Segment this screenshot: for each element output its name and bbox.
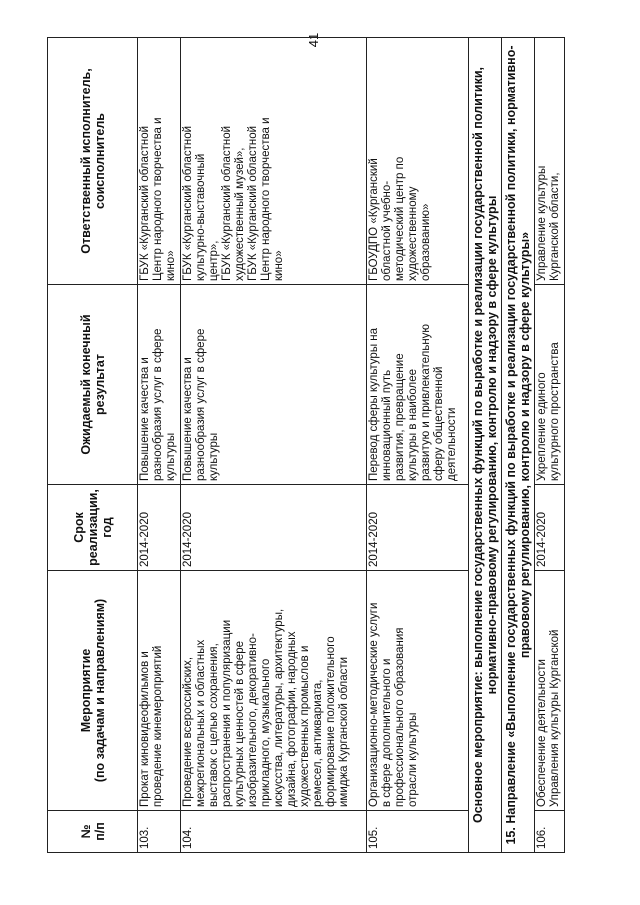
row-result: Перевод сферы культуры на инновационный путь развития, превращение культуры в наиболее развитую и привлекательную сферу общественной деятельности [367, 285, 469, 485]
section-direction: 15. Направление «Выполнение государственных функций по выработке и реализации государственной политики, нормативно-правовому регулированию, контролю и надзору в сфере культуры» [502, 38, 535, 853]
header-num: № п/п [48, 811, 138, 853]
row-term: 2014-2020 [181, 485, 367, 571]
table-row [138, 38, 181, 853]
page-number: 41 [306, 32, 321, 48]
row-term: 2014-2020 [138, 485, 181, 571]
row-executor: ГБУК «Курганский областной культурно-выставочный центр», ГБУК «Курганский областной художественный музей», ГБУК «Курганский областной Центр народного творчества и кино» [181, 38, 367, 285]
table-row [181, 38, 367, 853]
row-executor: ГБОУДПО «Курганский областной учебно- методический центр по художественному образованию» [367, 38, 469, 285]
header-term: Срок реализации, год [48, 485, 138, 571]
header-result: Ожидаемый конечный результат [48, 285, 138, 485]
row-result: Повышение качества и разнообразия услуг в сфере культуры [138, 285, 181, 485]
row-num: 104. [181, 811, 367, 853]
row-executor: ГБУК «Курганский областной Центр народного творчества и кино» [138, 38, 181, 285]
row-term: 2014-2020 [535, 485, 565, 571]
section-row [502, 38, 535, 853]
row-activity: Обеспечение деятельности Управления культуры Курганской [535, 571, 565, 811]
header-executor: Ответственный исполнитель, соисполнитель [48, 38, 138, 285]
row-num: 103. [138, 811, 181, 853]
row-activity: Прокат киновидеофильмов и проведение кинемероприятий [138, 571, 181, 811]
header-activity: Мероприятие (по задачам и направлениям) [48, 571, 138, 811]
row-term: 2014-2020 [367, 485, 469, 571]
section-row [469, 38, 502, 853]
program-table [47, 37, 565, 853]
row-result: Укрепление единого культурного пространства [535, 285, 565, 485]
row-num: 105. [367, 811, 469, 853]
table-header-row [48, 38, 138, 853]
row-num: 106. [535, 811, 565, 853]
row-result: Повышение качества и разнообразия услуг в сфере культуры [181, 285, 367, 485]
row-activity: Организационно-методические услуги в сфере дополнительного и профессионального образования отрасли культуры [367, 571, 469, 811]
table-row [535, 38, 565, 853]
table-row [367, 38, 469, 853]
row-executor: Управление культуры Курганской области, [535, 38, 565, 285]
row-activity: Проведение всероссийских, межрегиональных и областных выставок с целью сохранения, распространения и популяризации культурных ценностей в сфере изобразительного, декоративно- прикладного, музыкального искусства, литературы, архитектуры, дизайна, фотографии, народных художественных промыслов и ремесел, антиквариата, формирование положительного имиджа Курганской области [181, 571, 367, 811]
section-main-activity: Основное мероприятие: выполнение государственных функций по выработке и реализации государственной политики, нормативно-правовому регулированию, контролю и надзору в сфере культуры [469, 38, 502, 853]
rotated-page-content [47, 38, 580, 853]
